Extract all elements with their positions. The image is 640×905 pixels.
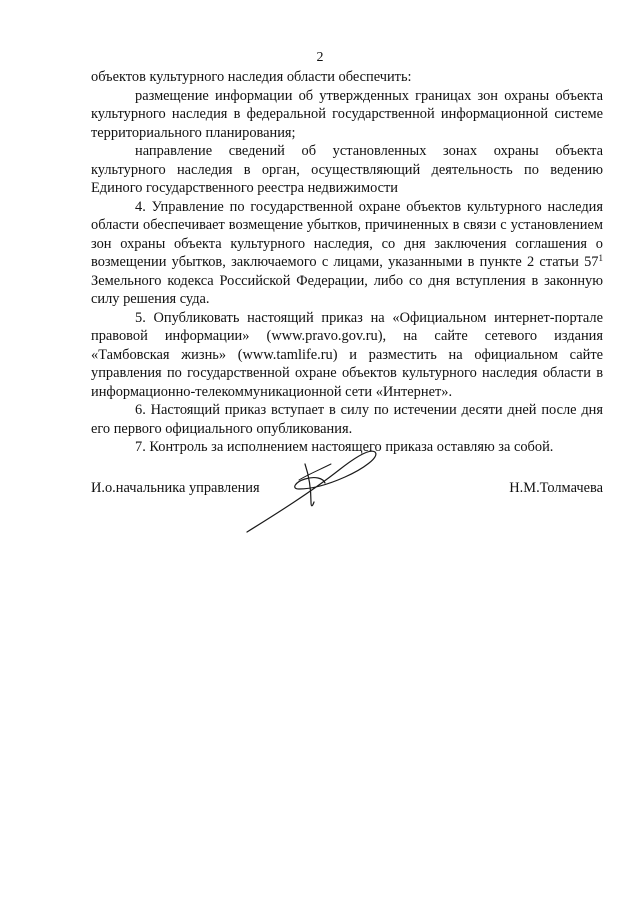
signatory-name: Н.М.Толмачева — [509, 480, 603, 496]
signatory-title: И.о.начальника управления — [91, 480, 260, 496]
paragraph-item-5: 5. Опубликовать настоящий приказ на «Официальном интернет-портале правовой информации» (www.pravo.gov.ru), на сайте сетевого издания «Тамбовская жизнь» (www.tamlife.ru) и разместить на официальном сайте управления по государственной охране объектов культурного наследия области в информационно-телекоммуникационной сети «Интернет». — [91, 309, 603, 400]
handwritten-signature — [241, 442, 381, 537]
paragraph-item-6: 6. Настоящий приказ вступает в силу по истечении десяти дней после дня его первого официального опубликования. — [91, 402, 603, 437]
article-superscript: 1 — [598, 253, 603, 263]
paragraph-continuation: объектов культурного наследия области обеспечить: — [91, 69, 412, 85]
paragraph-item-4-text: 4. Управление по государственной охране объектов культурного наследия области обеспечивает возмещение убытков, причиненных в связи с установлением зон охраны объекта культурного наследия, со дня заключения соглашения о возмещении убытков, заключаемого с лицами, указанными в пункте 2 статьи 57 — [91, 198, 603, 270]
paragraph-item-4 — [91, 198, 603, 309]
signature-block — [91, 472, 603, 572]
paragraph-item-4-text-end: Земельного кодекса Российской Федерации, либо со дня вступления в законную силу решения суда. — [91, 272, 603, 307]
document-body — [91, 68, 603, 457]
paragraph-item-7: 7. Контроль за исполнением настоящего приказа оставляю за собой. — [135, 439, 554, 455]
page-number: 2 — [316, 50, 324, 65]
paragraph-registry-info: направление сведений об установленных зонах охраны объекта культурного наследия в орган, осуществляющий деятельность по ведению Единого государственного реестра недвижимости — [91, 143, 603, 196]
paragraph-placement-info: размещение информации об утвержденных границах зон охраны объекта культурного наследия в федеральной государственной информационной системе территориального планирования; — [91, 87, 603, 141]
